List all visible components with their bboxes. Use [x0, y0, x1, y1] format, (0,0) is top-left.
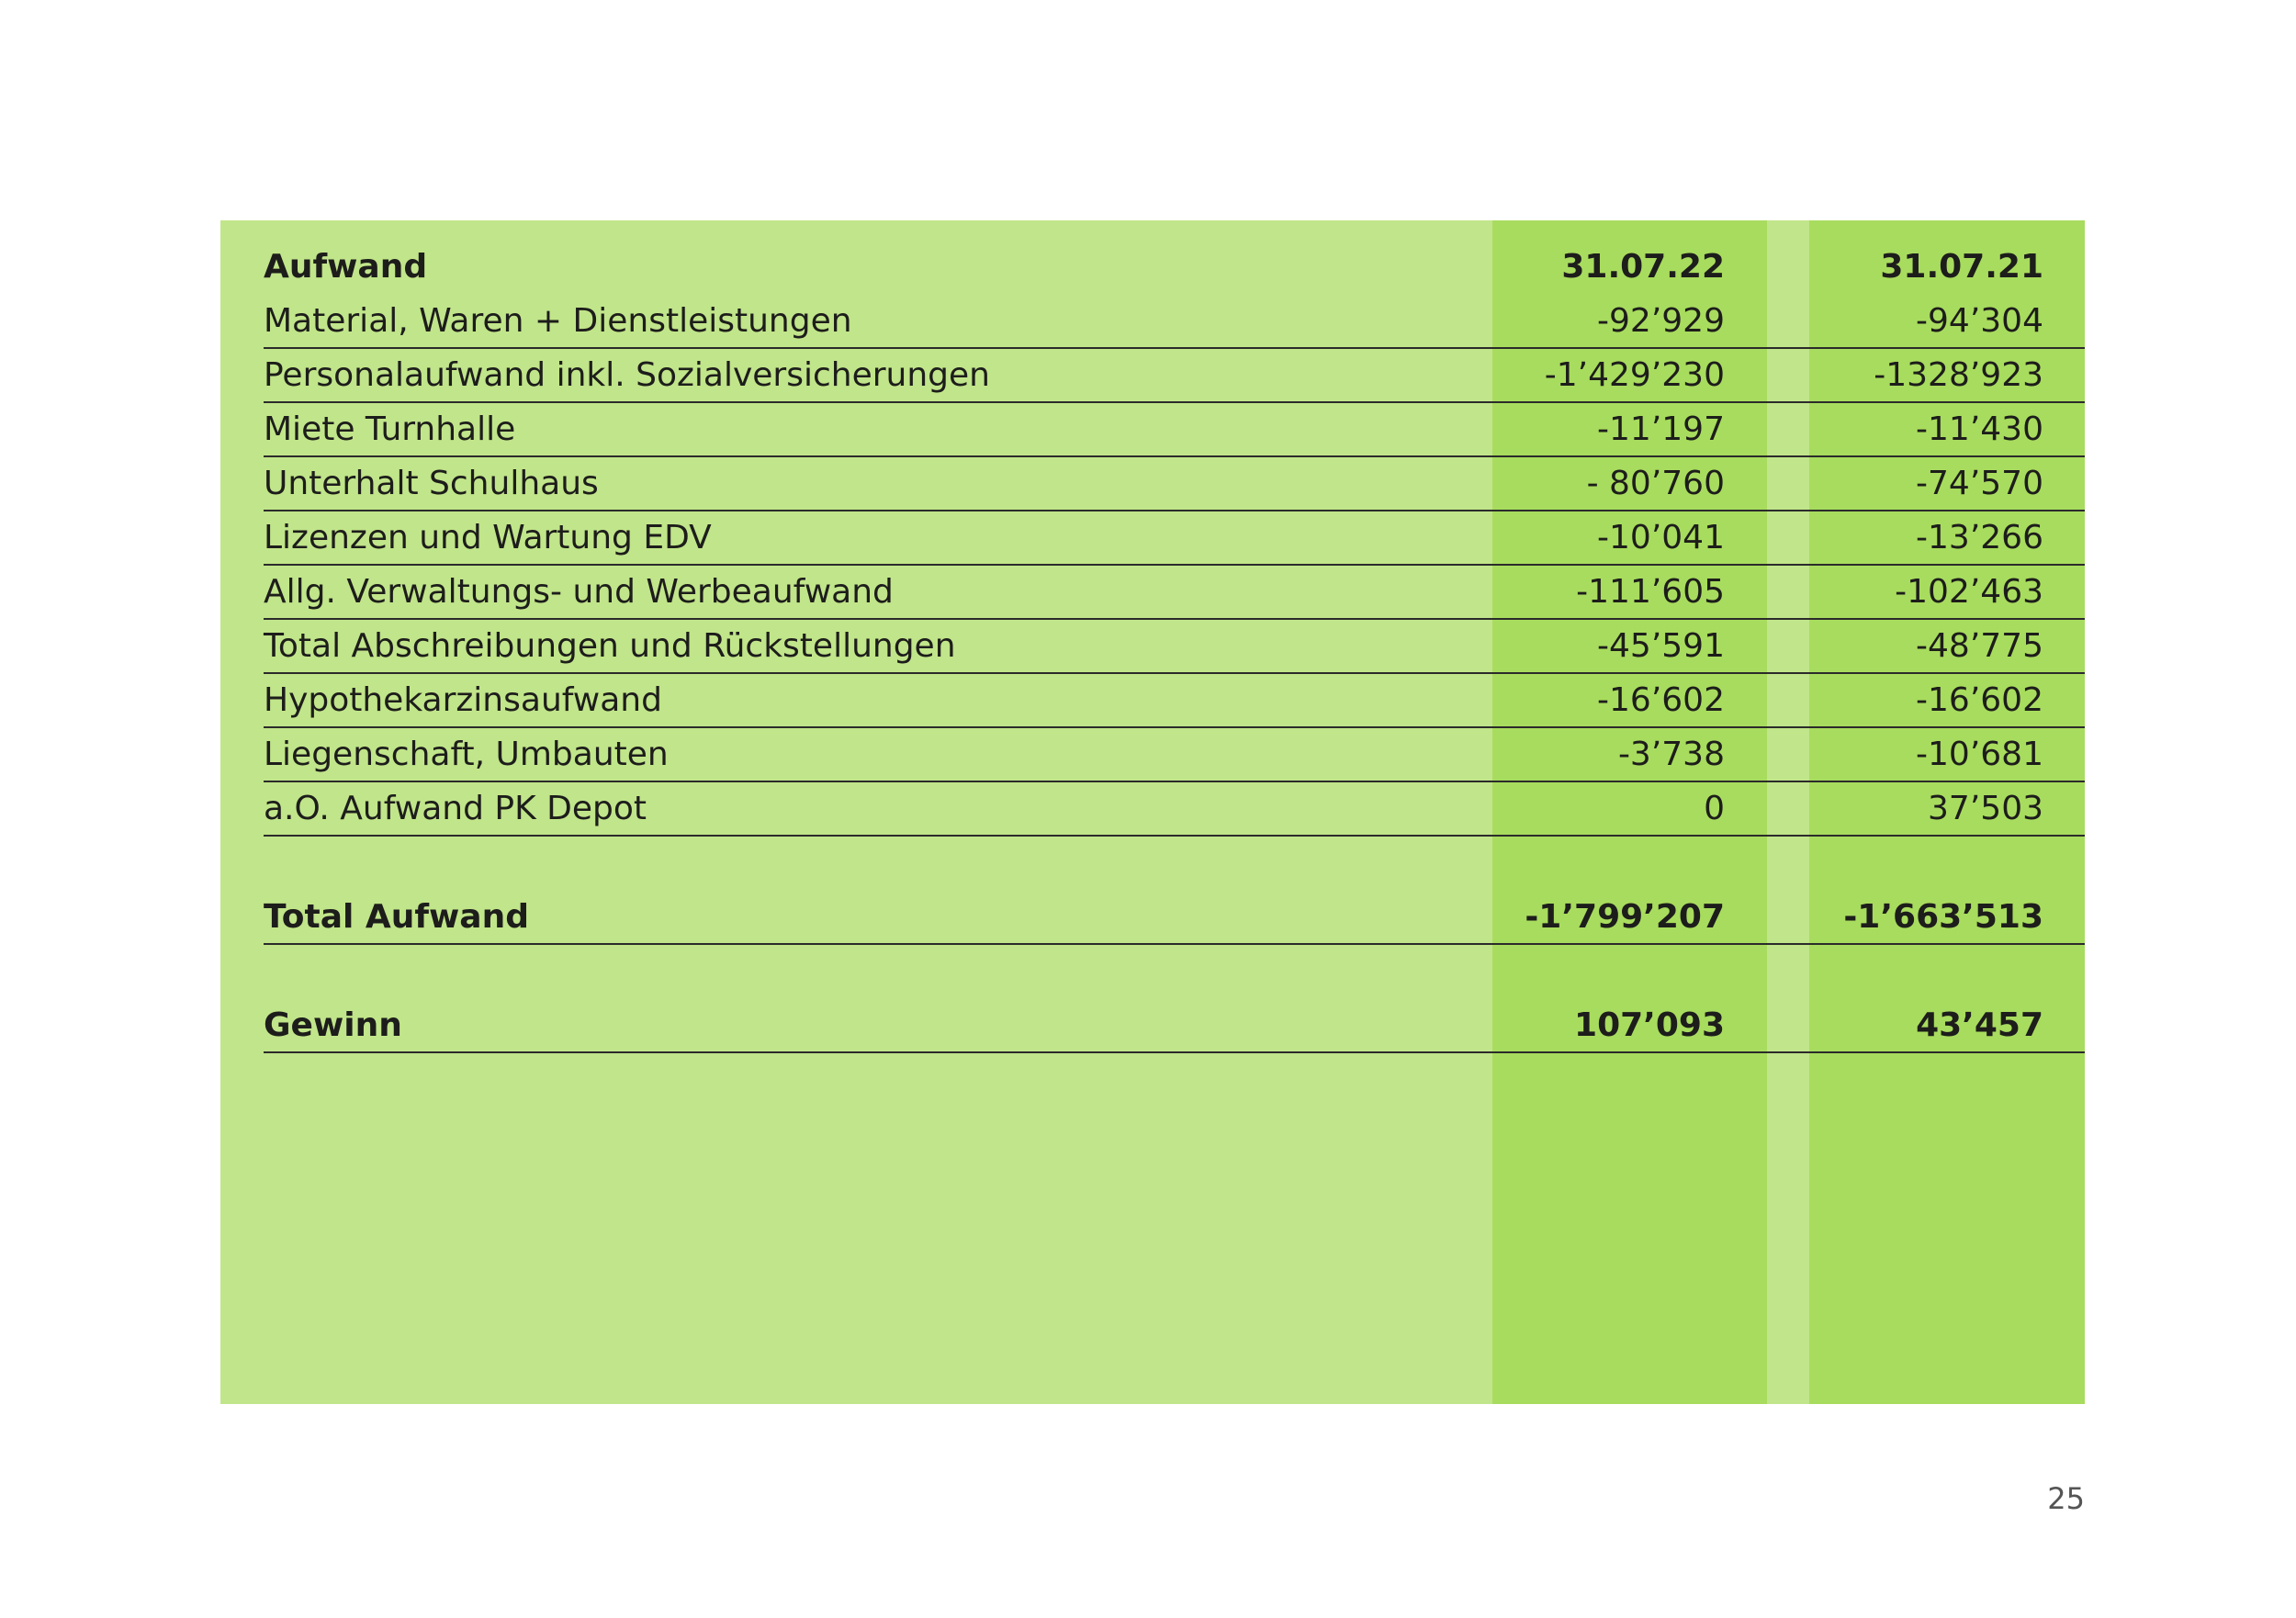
table-row — [264, 403, 2085, 457]
expense-table — [264, 241, 2085, 1053]
page-number: 25 — [2047, 1481, 2085, 1516]
row-label: Hypothekarzinsaufwand — [264, 681, 662, 719]
profit-row — [264, 999, 2085, 1053]
row-label: Total Abschreibungen und Rückstellungen — [264, 627, 956, 665]
table-row — [264, 674, 2085, 728]
row-value-2021: -74’570 — [1916, 465, 2043, 502]
row-value-2022: 0 — [1704, 790, 1725, 827]
row-value-2021: 37’503 — [1928, 790, 2043, 827]
row-label: a.O. Aufwand PK Depot — [264, 790, 647, 827]
table-row — [264, 295, 2085, 349]
total-expense-row — [264, 891, 2085, 945]
row-value-2021: -13’266 — [1916, 519, 2043, 556]
table-row — [264, 728, 2085, 782]
row-value-2021: -10’681 — [1916, 736, 2043, 773]
header-label: Aufwand — [264, 248, 428, 286]
profit-value-2022: 107’093 — [1574, 1006, 1725, 1044]
row-value-2022: -92’929 — [1597, 302, 1725, 340]
total-value-2022: -1’799’207 — [1525, 898, 1725, 936]
row-value-2022: -3’738 — [1617, 736, 1725, 773]
table-header-row — [264, 241, 2085, 295]
row-value-2022: -45’591 — [1597, 627, 1725, 665]
row-value-2022: -1’429’230 — [1544, 356, 1725, 394]
row-label: Material, Waren + Dienstleistungen — [264, 302, 852, 340]
total-label: Total Aufwand — [264, 898, 529, 936]
row-value-2021: -11’430 — [1916, 410, 2043, 448]
expense-table-panel — [220, 220, 2085, 1404]
row-value-2022: - 80’760 — [1586, 465, 1725, 502]
total-value-2021: -1’663’513 — [1843, 898, 2043, 936]
row-value-2022: -16’602 — [1597, 681, 1725, 719]
table-row — [264, 782, 2085, 837]
row-value-2021: -48’775 — [1916, 627, 2043, 665]
header-date-2022: 31.07.22 — [1561, 248, 1725, 286]
table-row — [264, 566, 2085, 620]
table-row — [264, 457, 2085, 511]
row-label: Liegenschaft, Umbauten — [264, 736, 669, 773]
row-label: Personalaufwand inkl. Sozialversicherungen — [264, 356, 990, 394]
row-value-2022: -10’041 — [1597, 519, 1725, 556]
table-row — [264, 620, 2085, 674]
row-value-2021: -1328’923 — [1874, 356, 2043, 394]
row-value-2021: -102’463 — [1895, 573, 2043, 611]
profit-value-2021: 43’457 — [1916, 1006, 2043, 1044]
row-label: Lizenzen und Wartung EDV — [264, 519, 712, 556]
table-row — [264, 511, 2085, 566]
row-value-2022: -111’605 — [1576, 573, 1725, 611]
row-value-2021: -94’304 — [1916, 302, 2043, 340]
header-date-2021: 31.07.21 — [1880, 248, 2043, 286]
table-row — [264, 349, 2085, 403]
row-label: Unterhalt Schulhaus — [264, 465, 599, 502]
row-label: Allg. Verwaltungs- und Werbeaufwand — [264, 573, 894, 611]
row-label: Miete Turnhalle — [264, 410, 516, 448]
profit-label: Gewinn — [264, 1006, 402, 1044]
row-value-2022: -11’197 — [1597, 410, 1725, 448]
row-value-2021: -16’602 — [1916, 681, 2043, 719]
